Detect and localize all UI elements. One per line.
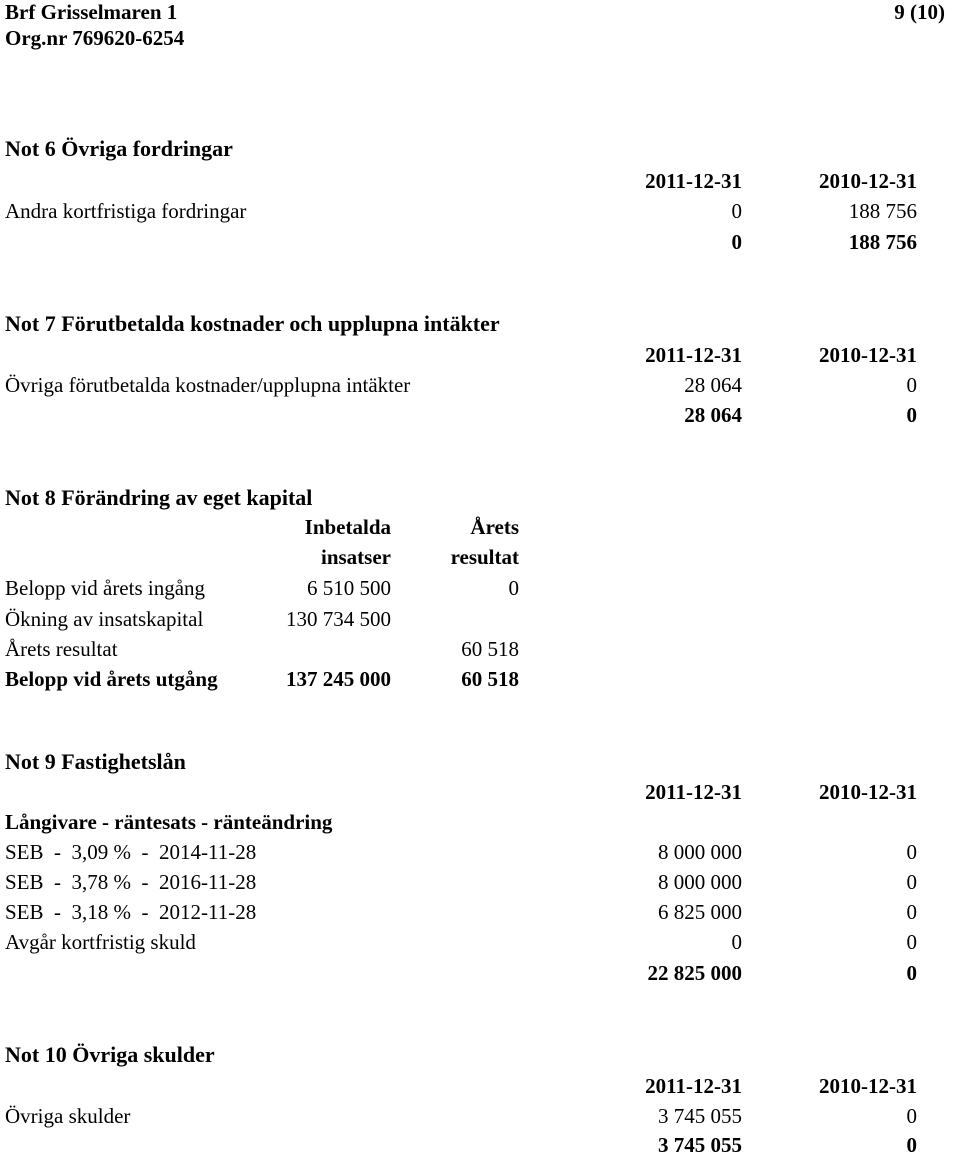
note-9-title: Not 9 Fastighetslån <box>5 749 186 774</box>
note-9-row-value-2010: 0 <box>906 870 917 894</box>
note-10-row-value-2011: 3 745 055 <box>658 1104 742 1128</box>
note-10-row-value-2010: 0 <box>906 1104 917 1128</box>
note-9-total-2010: 0 <box>906 961 917 985</box>
note-8-total-resultat: 60 518 <box>461 667 519 691</box>
note-7-row-value-2011: 28 064 <box>684 373 742 397</box>
note-9-row-label: Avgår kortfristig skuld <box>5 930 196 954</box>
org-number: Org.nr 769620-6254 <box>5 26 185 50</box>
note-9-subheading: Långivare - räntesats - ränteändring <box>5 810 333 834</box>
note-10-col-2011: 2011-12-31 <box>645 1074 742 1098</box>
note-10-total-2010: 0 <box>906 1133 917 1157</box>
note-9-row-label: SEB - 3,18 % - 2012-11-28 <box>5 900 257 924</box>
note-9-row-value-2011: 8 000 000 <box>658 870 742 894</box>
note-9-row-value-2011: 6 825 000 <box>658 900 742 924</box>
note-7-row-value-2010: 0 <box>906 373 917 397</box>
note-8-col-resultat-line2: resultat <box>450 545 519 569</box>
note-8-title: Not 8 Förändring av eget kapital <box>5 485 313 510</box>
note-8-row-insatser: 6 510 500 <box>307 576 391 600</box>
note-8-col-insatser-line2: insatser <box>321 545 391 569</box>
note-6-total-2010: 188 756 <box>848 230 917 254</box>
note-8-row-label: Ökning av insatskapital <box>5 607 204 631</box>
note-8-total-insatser: 137 245 000 <box>286 667 391 691</box>
note-8-row-resultat: 0 <box>508 576 519 600</box>
note-9-row-value-2011: 8 000 000 <box>658 840 742 864</box>
note-6-row-value-2010: 188 756 <box>848 199 917 223</box>
note-10-title: Not 10 Övriga skulder <box>5 1042 215 1067</box>
note-8-col-insatser-line1: Inbetalda <box>304 515 391 539</box>
note-7-col-2010: 2010-12-31 <box>819 343 917 367</box>
note-9-row-value-2011: 0 <box>731 930 742 954</box>
note-9-row-label: SEB - 3,09 % - 2014-11-28 <box>5 840 257 864</box>
note-7-row-label: Övriga förutbetalda kostnader/upplupna intäkter <box>5 373 411 397</box>
note-7-total-2011: 28 064 <box>684 403 742 427</box>
note-9-row-value-2010: 0 <box>906 930 917 954</box>
note-6-col-2011: 2011-12-31 <box>645 169 742 193</box>
page-number: 9 (10) <box>894 0 945 24</box>
note-9-row-value-2010: 0 <box>906 840 917 864</box>
note-8-col-resultat-line1: Årets <box>470 515 519 539</box>
note-9-total-2011: 22 825 000 <box>647 961 742 985</box>
note-9-row-value-2010: 0 <box>906 900 917 924</box>
note-8-row-label: Belopp vid årets ingång <box>5 576 206 600</box>
company-name: Brf Grisselmaren 1 <box>5 0 178 24</box>
note-7-title: Not 7 Förutbetalda kostnader och upplupna intäkter <box>5 311 500 336</box>
note-6-row-label: Andra kortfristiga fordringar <box>5 199 247 223</box>
note-10-col-2010: 2010-12-31 <box>819 1074 917 1098</box>
note-7-total-2010: 0 <box>906 403 917 427</box>
note-6-col-2010: 2010-12-31 <box>819 169 917 193</box>
note-8-row-insatser: 130 734 500 <box>286 607 391 631</box>
note-9-row-label: SEB - 3,78 % - 2016-11-28 <box>5 870 257 894</box>
note-9-col-2010: 2010-12-31 <box>819 780 917 804</box>
note-8-row-label: Årets resultat <box>5 637 118 661</box>
note-10-total-2011: 3 745 055 <box>658 1133 742 1157</box>
note-6-title: Not 6 Övriga fordringar <box>5 136 233 161</box>
note-6-total-2011: 0 <box>731 230 742 254</box>
note-9-col-2011: 2011-12-31 <box>645 780 742 804</box>
note-8-total-label: Belopp vid årets utgång <box>5 667 218 691</box>
note-8-row-resultat: 60 518 <box>461 637 519 661</box>
note-7-col-2011: 2011-12-31 <box>645 343 742 367</box>
note-10-row-label: Övriga skulder <box>5 1104 131 1128</box>
note-6-row-value-2011: 0 <box>731 199 742 223</box>
